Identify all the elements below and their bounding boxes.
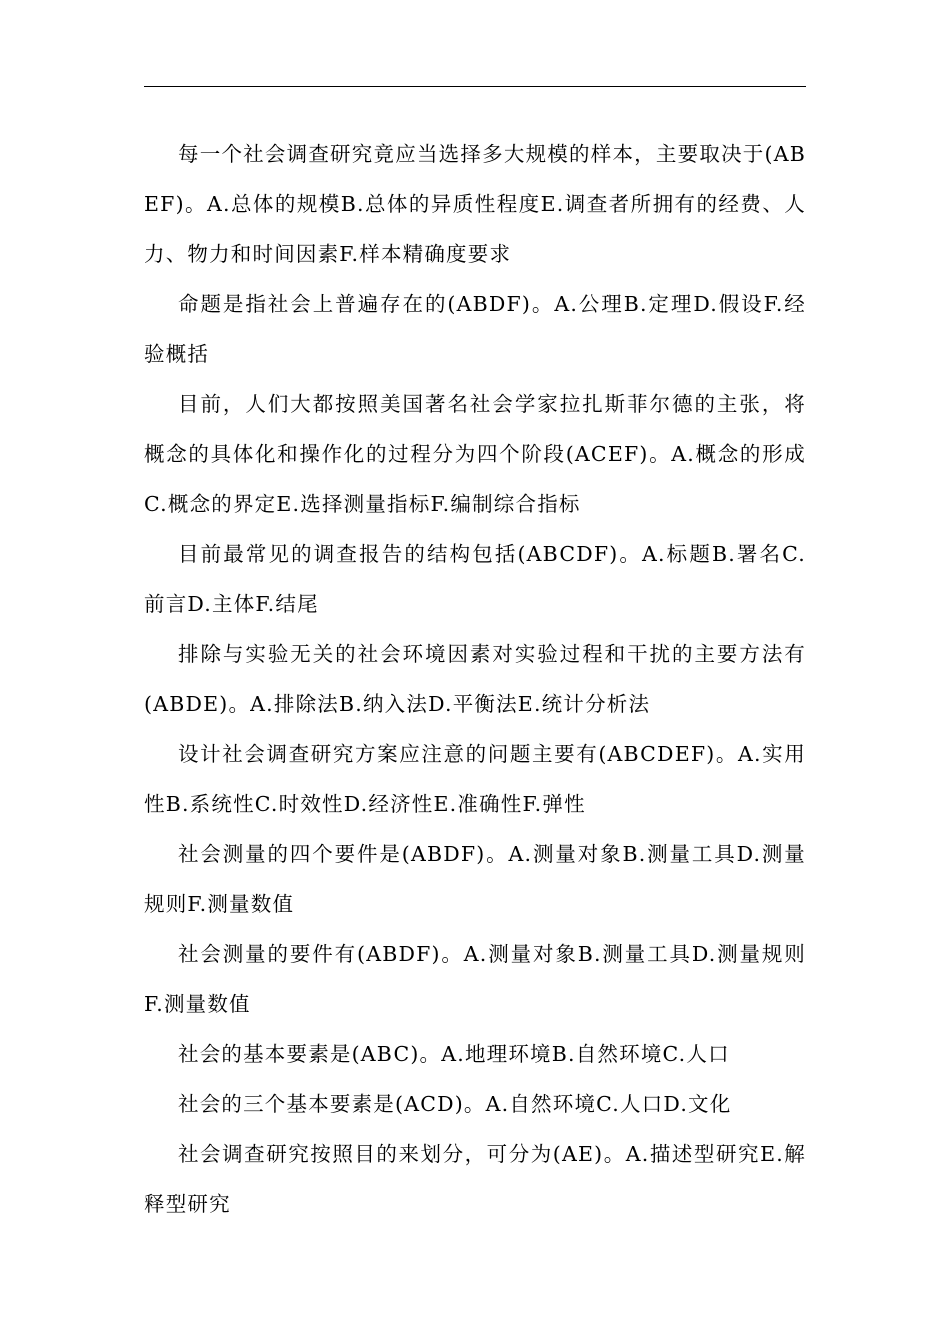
question-paragraph: 社会的基本要素是(ABC)。A.地理环境B.自然环境C.人口: [178, 1042, 730, 1066]
question-paragraph: 设计社会调查研究方案应注意的问题主要有(ABCDEF)。A.实用性B.系统性C.时效性D.经济性E.准确性F.弹性: [144, 742, 806, 816]
question-paragraph: 社会调查研究按照目的来划分，可分为(AE)。A.描述型研究E.解释型研究: [144, 1142, 806, 1216]
question-paragraph: 社会测量的四个要件是(ABDF)。A.测量对象B.测量工具D.测量规则F.测量数值: [144, 842, 806, 916]
document-body: [144, 129, 806, 1229]
header-rule: [144, 86, 806, 87]
question-paragraph: 排除与实验无关的社会环境因素对实验过程和干扰的主要方法有(ABDE)。A.排除法B.纳入法D.平衡法E.统计分析法: [144, 642, 806, 716]
question-paragraph: 目前最常见的调查报告的结构包括(ABCDF)。A.标题B.署名C.前言D.主体F.结尾: [144, 542, 806, 616]
question-paragraph: 社会测量的要件有(ABDF)。A.测量对象B.测量工具D.测量规则F.测量数值: [144, 942, 806, 1016]
question-paragraph: 目前，人们大都按照美国著名社会学家拉扎斯菲尔德的主张，将概念的具体化和操作化的过程分为四个阶段(ACEF)。A.概念的形成C.概念的界定E.选择测量指标F.编制综合指标: [144, 392, 806, 516]
question-paragraph: 命题是指社会上普遍存在的(ABDF)。A.公理B.定理D.假设F.经验概括: [144, 292, 806, 366]
question-paragraph: 每一个社会调查研究竟应当选择多大规模的样本，主要取决于(ABEF)。A.总体的规模B.总体的异质性程度E.调查者所拥有的经费、人力、物力和时间因素F.样本精确度要求: [144, 142, 806, 266]
question-paragraph: 社会的三个基本要素是(ACD)。A.自然环境C.人口D.文化: [178, 1092, 732, 1116]
